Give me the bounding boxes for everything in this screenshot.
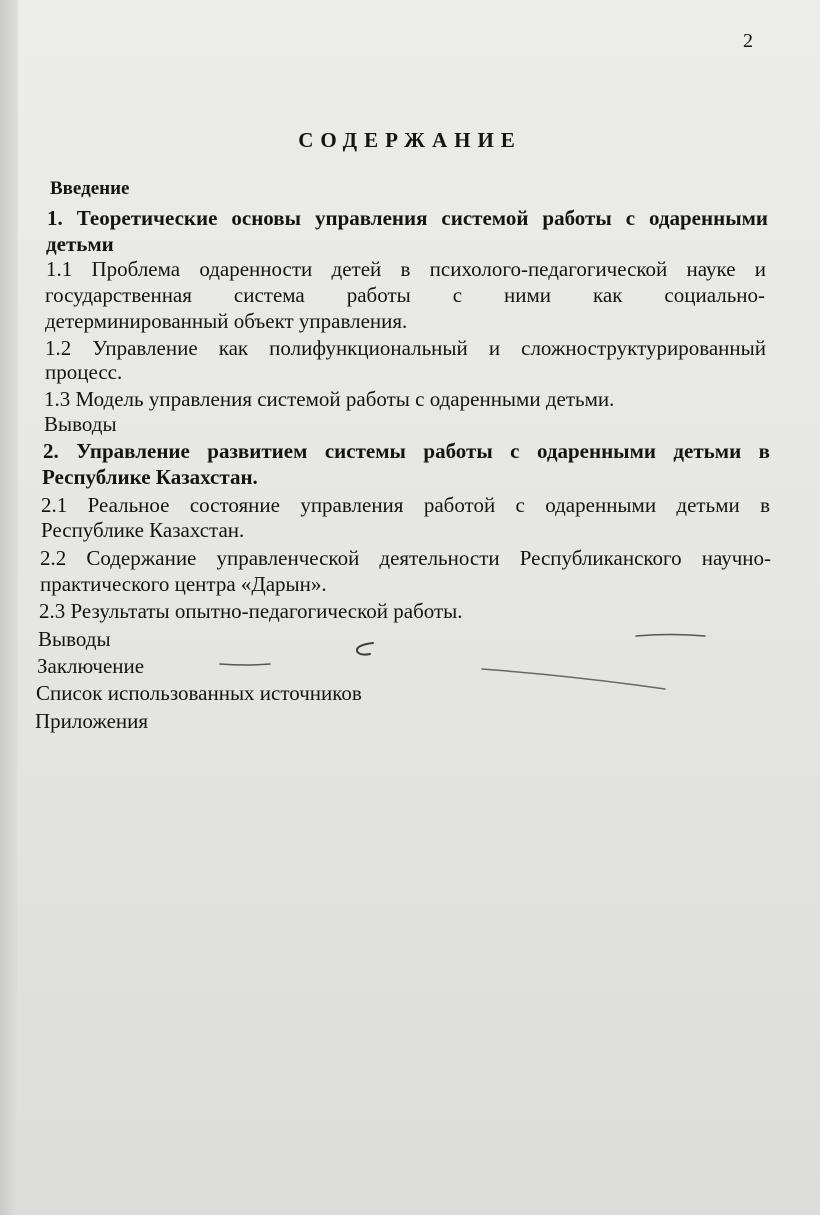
toc-entry-introduction: Введение [50, 178, 130, 199]
toc-entry-2-2-line-1: 2.2 Содержание управленческой деятельности Республиканского научно- [40, 546, 771, 570]
toc-entry-2-2-line-2: практического центра «Дарын». [40, 572, 327, 596]
toc-entry-conclusions-2: Выводы [38, 627, 111, 651]
toc-entry-2-3: 2.3 Результаты опытно-педагогической работы. [39, 599, 463, 623]
toc-entry-2-1-line-1: 2.1 Реальное состояние управления работой с одаренными детьми в [41, 493, 770, 517]
toc-entry-1-1-line-3: детерминированный объект управления. [45, 309, 408, 333]
pen-mark-hook [357, 643, 373, 655]
toc-title: СОДЕРЖАНИЕ [298, 128, 522, 152]
pen-mark-stroke-long [482, 669, 665, 689]
toc-entry-conclusion: Заключение [37, 654, 145, 678]
toc-entry-1-2-line-2: процесс. [45, 360, 123, 384]
toc-entry-section-2-line-2: Республике Казахстан. [42, 465, 258, 489]
pen-mark-stroke-short [220, 664, 270, 665]
toc-entry-conclusions-1: Выводы [44, 412, 117, 436]
toc-entry-1-1-line-1: 1.1 Проблема одаренности детей в психолого-педагогической науке и [46, 257, 766, 281]
toc-entry-references: Список использованных источников [36, 681, 362, 705]
toc-entry-1-1-line-2: государственная система работы с ними как социально- [45, 283, 765, 307]
toc-entry-section-1-line-2: детьми [46, 232, 114, 256]
toc-entry-2-1-line-2: Республике Казахстан. [41, 518, 245, 542]
toc-entry-1-3: 1.3 Модель управления системой работы с одаренными детьми. [44, 387, 615, 411]
toc-entry-section-2-line-1: 2. Управление развитием системы работы с одаренными детьми в [43, 439, 770, 463]
pen-mark-stroke-upper [636, 635, 705, 637]
toc-entry-section-1-line-1: 1. Теоретические основы управления системой работы с одаренными [47, 206, 768, 230]
toc-entry-1-2-line-1: 1.2 Управление как полифункциональный и сложноструктурированный [45, 336, 766, 360]
page-number: 2 [743, 30, 753, 52]
toc-entry-appendices: Приложения [35, 709, 149, 733]
